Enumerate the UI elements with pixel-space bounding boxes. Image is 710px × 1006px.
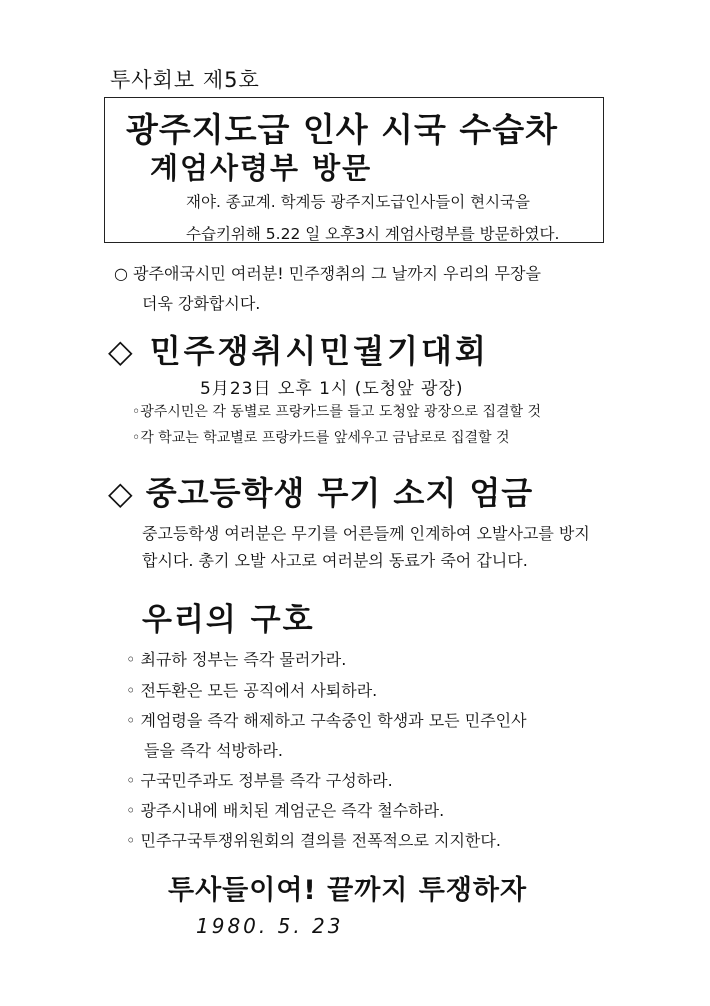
closing-call: 투사들이여! 끝까지 투쟁하자 [168, 875, 528, 906]
rally-note1: ◦광주시민은 각 동별로 프랑카드를 들고 도청앞 광장으로 집결할 것 [132, 404, 542, 420]
rally-note2: ◦각 학교는 학교별로 프랑카드를 앞세우고 금남로로 집결할 것 [132, 430, 510, 446]
weapons-line1: 중고등학생 여러분은 무기를 어른들께 인계하여 오발사고를 방지 [142, 524, 590, 543]
issue-date: 1980. 5. 23 [196, 914, 344, 938]
bulletin-header: 투사회보 제5호 [110, 68, 260, 92]
headline-sub-line2: 수습키위해 5.22 일 오후3시 계엄사령부를 방문하였다. [186, 225, 560, 243]
headline-sub-line1: 재야. 종교계. 학계등 광주지도급인사들이 현시국을 [186, 193, 530, 211]
headline-title-line1: 광주지도급 인사 시국 수습차 [126, 110, 559, 149]
rally-datetime: 5月23日 오후 1시 (도청앞 광장) [200, 379, 464, 399]
slogan-item: ◦ 전두환은 모든 공직에서 사퇴하라. [126, 681, 378, 700]
slogan-item: ◦ 최규하 정부는 즉각 물러가라. [126, 650, 347, 669]
weapons-heading: ◇ 중고등학생 무기 소지 엄금 [108, 474, 534, 512]
slogan-item: ◦ 계엄령을 즉각 해제하고 구속중인 학생과 모든 민주인사 [126, 711, 527, 730]
weapons-line2: 합시다. 총기 오발 사고로 여러분의 동료가 죽어 갑니다. [142, 551, 528, 570]
slogan-item: ◦ 구국민주과도 정부를 즉각 구성하라. [126, 771, 393, 790]
rally-heading: ◇ 민주쟁취시민궐기대회 [108, 332, 489, 370]
headline-title-line2: 계엄사령부 방문 [150, 151, 373, 185]
slogans-heading: 우리의 구호 [142, 602, 315, 638]
slogan-item: ◦ 민주구국투쟁위원회의 결의를 전폭적으로 지지한다. [126, 831, 501, 850]
call-line1: ○ 광주애국시민 여러분! 민주쟁취의 그 날까지 우리의 무장을 [114, 264, 541, 283]
slogan-item: ◦ 광주시내에 배치된 계엄군은 즉각 철수하라. [126, 801, 445, 820]
call-line2: 더욱 강화합시다. [142, 294, 261, 313]
slogan-item-continued: 들을 즉각 석방하라. [144, 741, 283, 760]
